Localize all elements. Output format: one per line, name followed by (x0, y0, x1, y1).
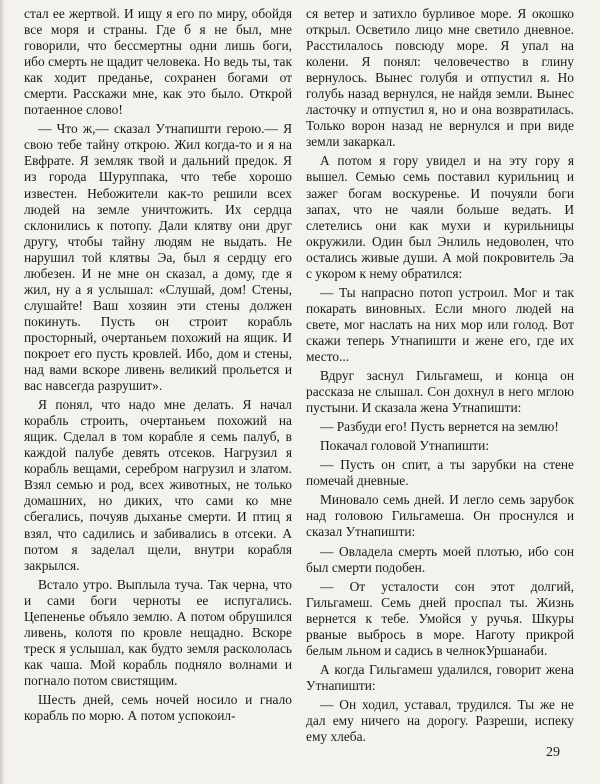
paragraph: Встало утро. Выплыла туча. Так черна, что и сами боги черноты ее испугались. Цепененье объяло землю. А потом обрушился ливень, колотя по кровле нещадно. Вскоре треск я услышал, как будто земля раскололась как чаша. Мой корабль подняло волнами и погнало потом свистящим. (24, 576, 292, 688)
paragraph: Шесть дней, семь ночей носило и гнало корабль по морю. А потом успокоил- (24, 691, 292, 724)
paragraph: — Ты напрасно потоп устроил. Мог и так покарать виновных. Если много людей на свете, мог наслать на них мор или голод. Вот скажи теперь Утнапишти и жене его, где их место... (306, 284, 574, 364)
paragraph: Вдруг заснул Гильгамеш, и конца он рассказа не слышал. Сон дохнул в него мглою пустыни. И сказала жена Утнапишти: (306, 368, 574, 416)
paragraph: А потом я гору увидел и на эту гору я вышел. Семью семь поставил курильниц и зажег богам воскуренье. И почуяли боги запах, что не чаяли больше ведать. И слетелись они как мухи и курильницы окружили. Один был Энлиль недоволен, что остались живые души. А мой покровитель Эа с укором к нему обратился: (306, 153, 574, 281)
paragraph: — От усталости сон этот долгий, Гильгамеш. Семь дней проспал ты. Жизнь вернется к тебе. Умойся у ручья. Шкуры рваные выбрось в море. Наготу прикрой белым льном и садись в челнокУршанаби. (306, 578, 574, 658)
right-text-column (306, 6, 574, 748)
paragraph: — Овладела смерть моей плотью, ибо сон был смерти подобен. (306, 543, 574, 575)
paragraph: Я понял, что надо мне делать. Я начал корабль строить, очертаньем похожий на ящик. Сделал в том корабле я семь палуб, в каждой палубе девять отсеков. Нагрузил я корабль вещами, серебром нагрузил и златом. Взял семью и род, всех животных, не только домашних, но диких, что сами ко мне сбегались, почуяв дыханье смерти. И птиц я взял, что садились и забивались в отсеки. А потом я заделал щели, внутри корабля закрылся. (24, 397, 292, 573)
paragraph: — Он ходил, уставал, трудился. Ты же не дал ему ничего на дорогу. Разреши, испеку ему хлеба. (306, 696, 574, 745)
left-text-column (24, 6, 292, 727)
paragraph: стал ее жертвой. И ищу я его по миру, обойдя все моря и страны. Где б я не был, мне говорили, что бессмертны одни лишь боги, ибо смерть не щадит человека. Но ведь ты, так как ходит преданье, сохранен богами от смерти. Расскажи мне, как это было. Открой потаенное слово! (24, 6, 292, 118)
paragraph: — Что ж,— сказал Утнапишти герою.— Я свою тебе тайну открою. Жил когда-то и я на Евфрате. Я земляк твой и дальний предок. Я из города Шуруппака, что тебе хорошо известен. Небожители как-то решили всех людей на земле уничтожить. Их сердца склонились к потопу. Дали клятву они друг другу, чтобы тайну людям не выдать. Не нарушил той клятвы Эа, был я сердцу его любезен. И не мне он сказал, а дому, где я жил, ну а я услышал: «Слушай, дом! Стены, слушайте! Ваш хозяин эти стены должен покинуть. Пусть он строит корабль просторный, очертаньем похожий на ящик. И покроет его пусть кровлей. Ибо, дом и стены, над вами вскоре ливень великий прольется и вас навсегда разрушит». (24, 121, 292, 394)
page-number: 29 (546, 745, 560, 760)
paragraph: А когда Гильгамеш удалился, говорит жена Утнапишти: (306, 661, 574, 693)
paragraph: — Разбуди его! Пусть вернется на землю! (320, 419, 559, 435)
paragraph: ся ветер и затихло бурливое море. Я окошко открыл. Осветило лицо мне светило дневное. Расстилалось повсюду море. Я упал на колени. Я понял: человечество в глину вернулось. Вынес голубя и отпустил я. Но голубь назад вернулся, не найдя земли. Вынес ласточку и отпустил я, но и она возвратилась. Только ворон назад не вернулся и при виде земли закаркал. (306, 6, 574, 150)
page-edge-shadow (0, 0, 5, 784)
paragraph: Покачал головой Утнапишти: (320, 438, 490, 454)
paragraph: Миновало семь дней. И легло семь зарубок над головою Гильгамеша. Он проснулся и сказал Утнапишти: (306, 492, 574, 540)
paragraph: — Пусть он спит, а ты зарубки на стене помечай дневные. (306, 457, 574, 489)
